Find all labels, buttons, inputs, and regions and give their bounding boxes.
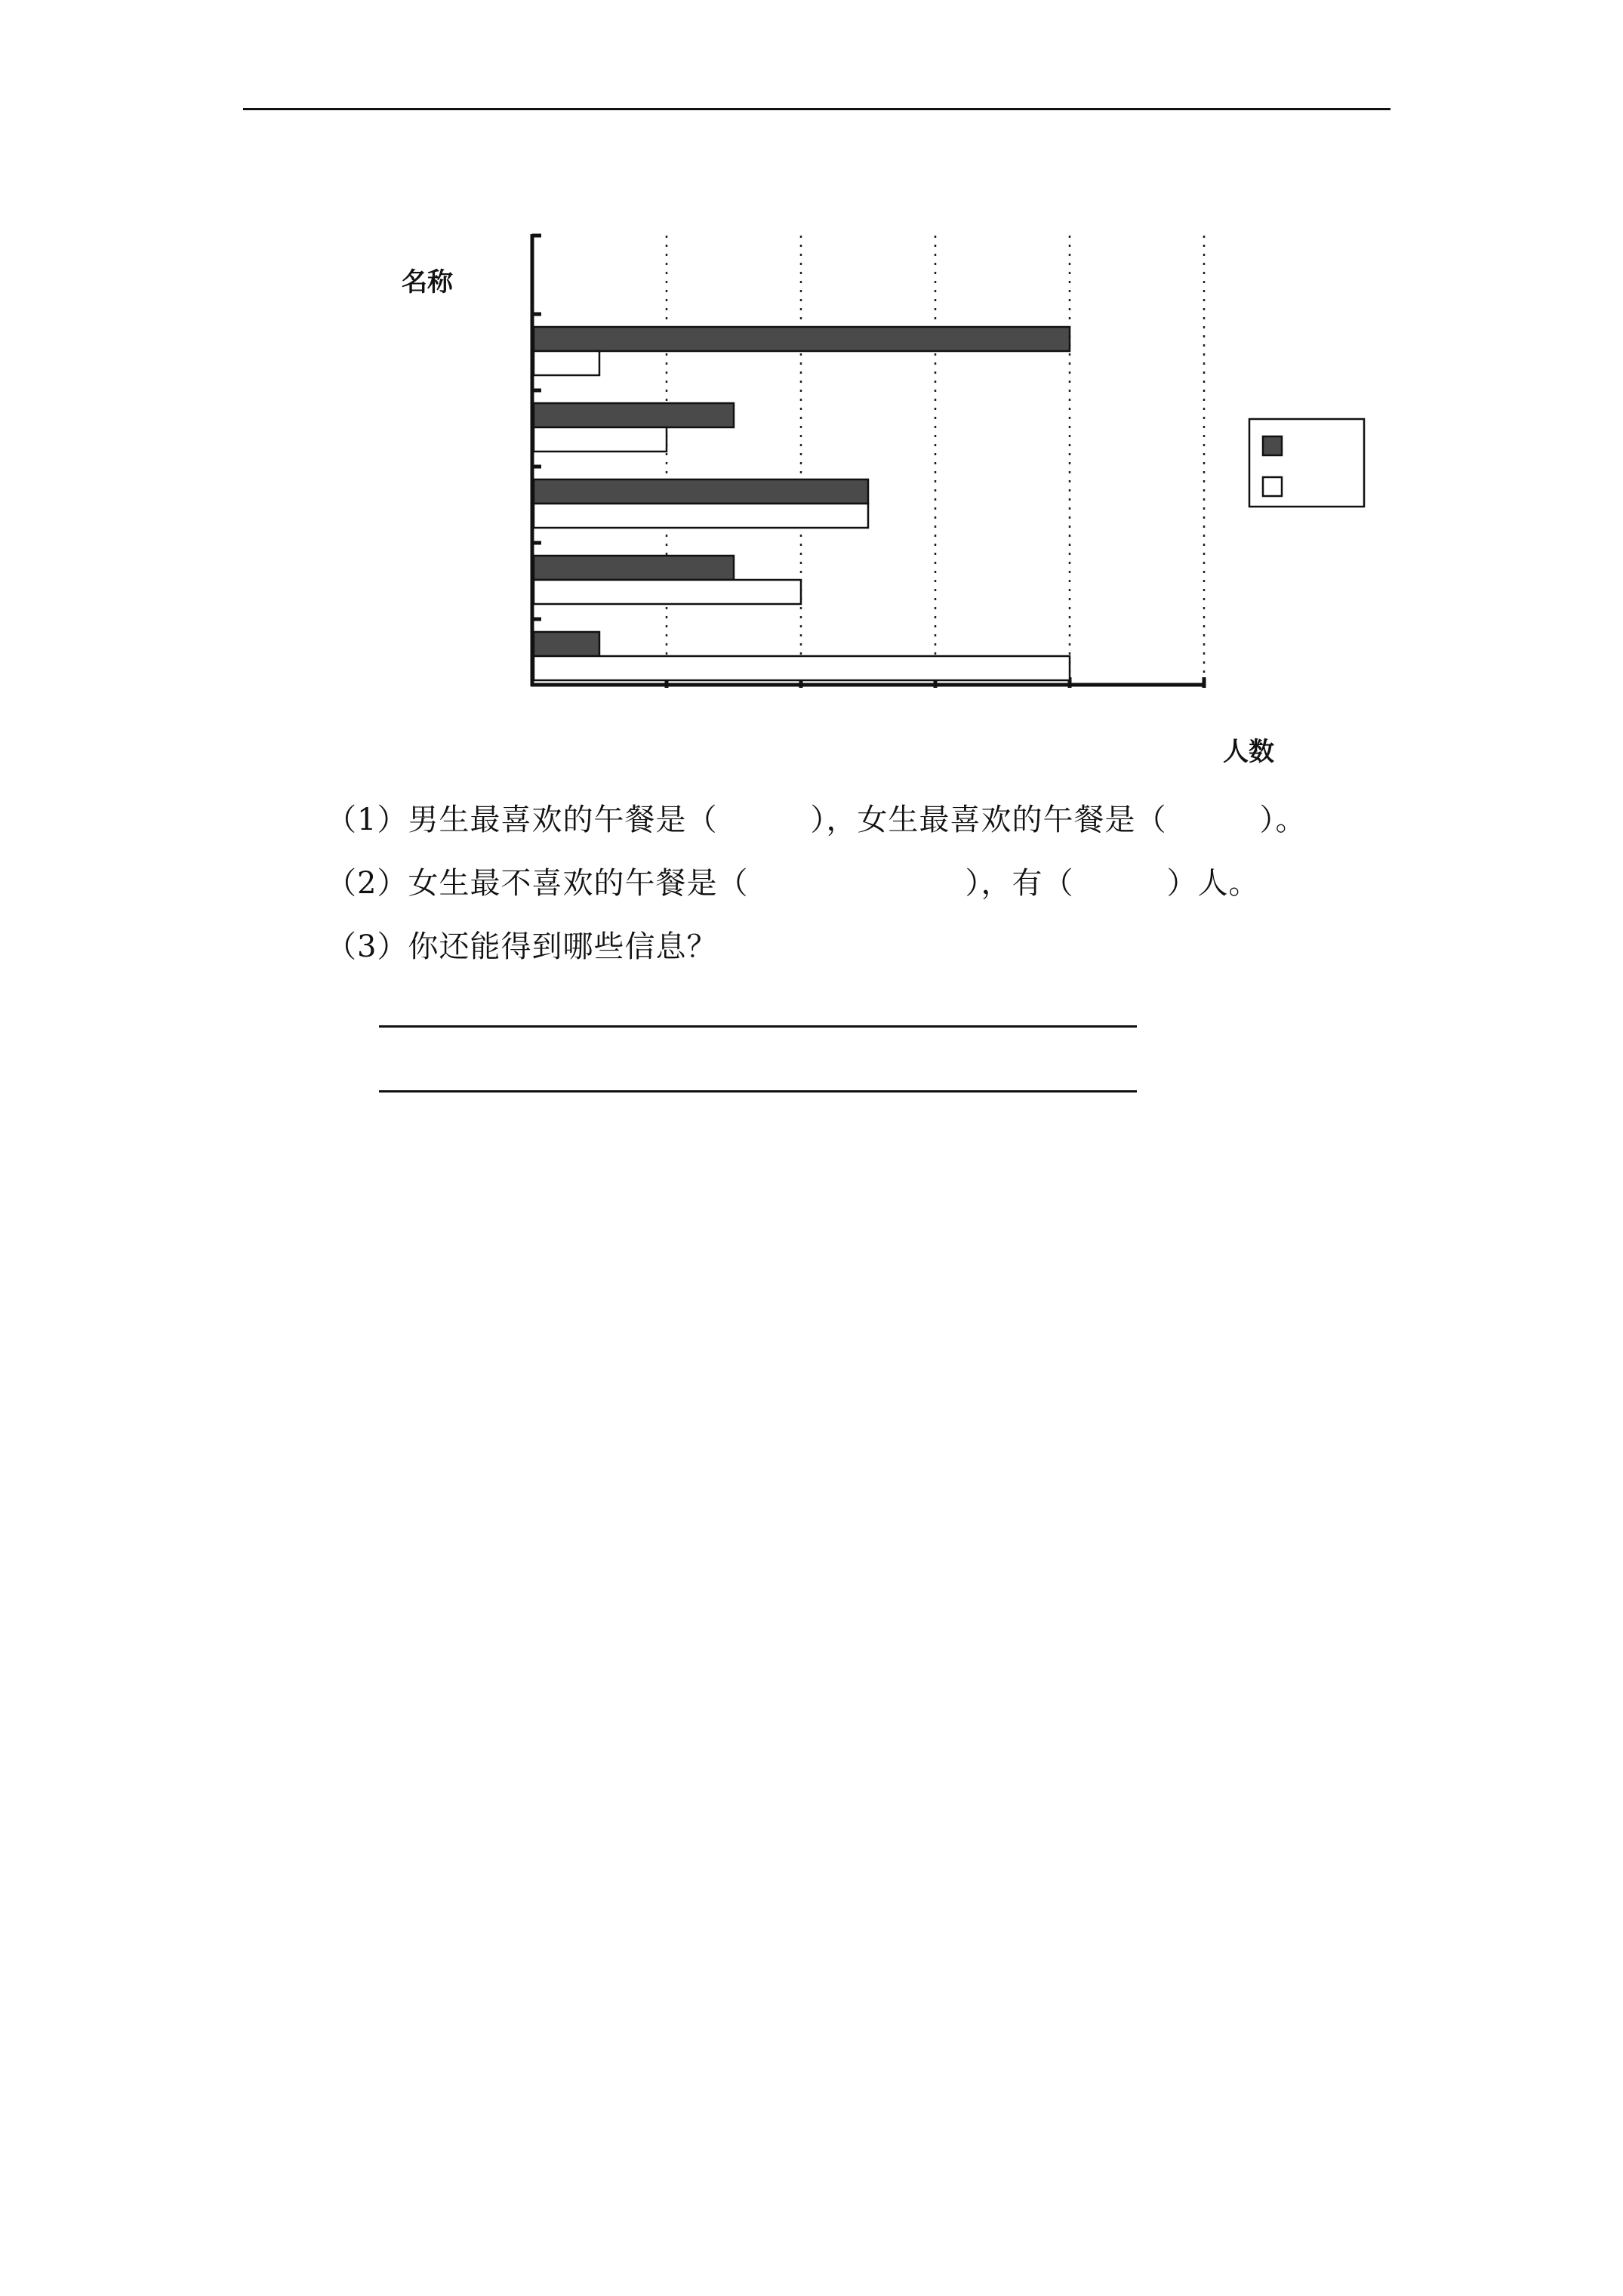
bar-s2-c4 bbox=[534, 580, 801, 604]
bar-s1-c4 bbox=[534, 556, 734, 580]
chart-svg bbox=[0, 0, 1623, 800]
y-axis-label: 名称 bbox=[402, 267, 453, 297]
answer-line-1[interactable] bbox=[379, 1025, 1137, 1028]
bar-s2-c1 bbox=[534, 351, 599, 375]
bar-s1-c5 bbox=[534, 632, 599, 656]
question-2: （2）女生最不喜欢的午餐是（ ），有（ ）人。 bbox=[326, 866, 1260, 901]
bar-s2-c5 bbox=[534, 656, 1070, 680]
legend-swatch-1 bbox=[1263, 436, 1282, 455]
answer-line-2[interactable] bbox=[379, 1090, 1137, 1093]
bar-s2-c2 bbox=[534, 427, 667, 451]
bar-s2-c3 bbox=[534, 504, 868, 528]
question-3: （3）你还能得到哪些信息？ bbox=[326, 929, 718, 964]
bar-s1-c1 bbox=[534, 327, 1070, 351]
bar-s1-c2 bbox=[534, 403, 734, 427]
x-axis-label: 人数 bbox=[1223, 737, 1274, 767]
bar-chart bbox=[0, 0, 1623, 800]
question-1: （1）男生最喜欢的午餐是（ ），女生最喜欢的午餐是（ ）。 bbox=[326, 803, 1307, 837]
bar-s1-c3 bbox=[534, 479, 868, 504]
legend-swatch-2 bbox=[1263, 477, 1282, 496]
